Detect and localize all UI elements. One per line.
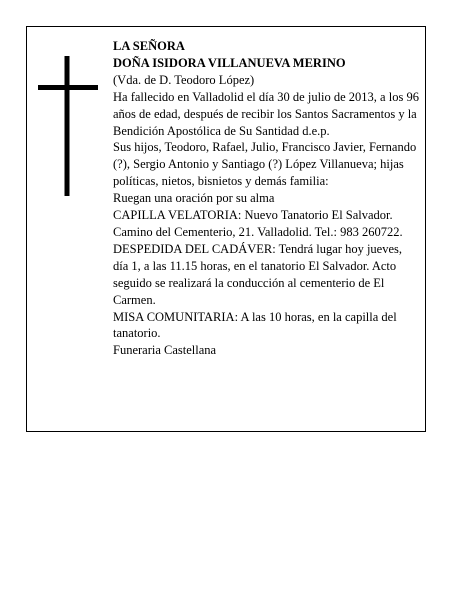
deceased-name: DOÑA ISIDORA VILLANUEVA MERINO: [113, 55, 346, 70]
widow-of: (Vda. de D. Teodoro López): [113, 72, 255, 87]
prayer-request: Ruegan una oración por su alma: [113, 191, 275, 206]
obituary-text: [113, 38, 419, 359]
chapel-info: CAPILLA VELATORIA: Nuevo Tanatorio El Salvador. Camino del Cementerio, 21. Valladolid. Tel.: 983 260722.: [113, 208, 403, 239]
title-line-1: LA SEÑORA: [113, 39, 185, 53]
farewell-info: DESPEDIDA DEL CADÁVER: Tendrá lugar hoy jueves, día 1, a las 11.15 horas, en el tanatorio El Salvador. Acto seguido se realizará la conducción al cementerio de El Carmen.: [113, 241, 403, 307]
death-announcement: Ha fallecido en Valladolid el día 30 de julio de 2013, a los 96 años de edad, después de recibir los Santos Sacramentos y la Bendición Apostólica de Su Santidad d.e.p.: [113, 89, 419, 138]
cross-icon: [38, 56, 98, 196]
mass-info: MISA COMUNITARIA: A las 10 horas, en la capilla del tanatorio.: [113, 309, 397, 341]
family-list: Sus hijos, Teodoro, Rafael, Julio, Francisco Javier, Fernando (?), Sergio Antonio y Santiago (?) López Villanueva; hijas políticas, nietos, bisnietos y demás familia:: [113, 140, 417, 189]
funeral-home: Funeraria Castellana: [113, 343, 217, 358]
